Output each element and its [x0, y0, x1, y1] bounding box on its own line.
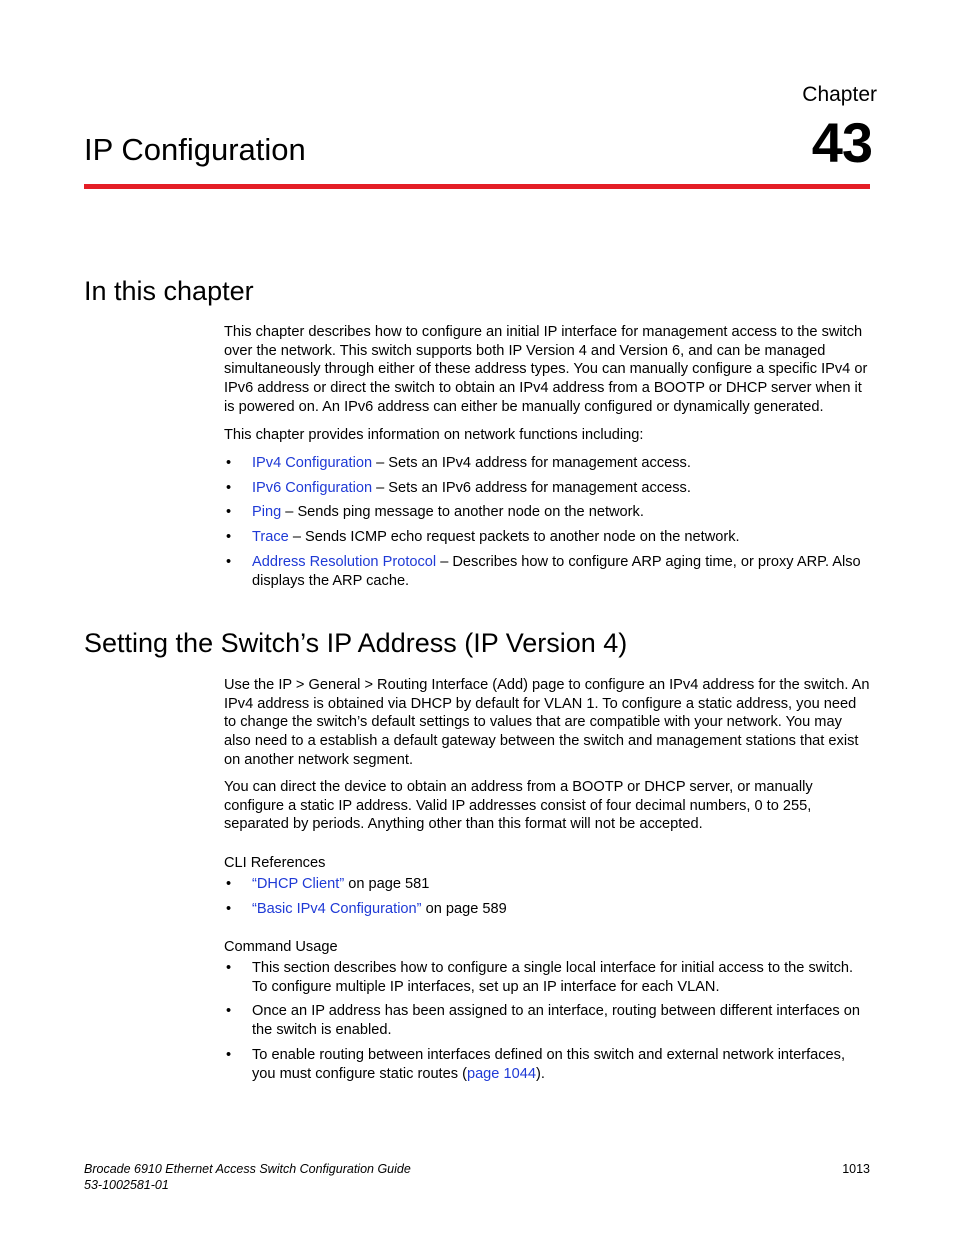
list-item [224, 959, 872, 996]
cli-references-list [224, 875, 872, 918]
bullet-icon: • [226, 1003, 232, 1020]
footer-page-number: 1013 [842, 1162, 870, 1176]
list-item [224, 553, 872, 590]
bullet-icon: • [226, 1046, 232, 1063]
list-item-text: – Describes how to configure ARP aging time, or proxy ARP. Also displays the ARP cache. [252, 553, 861, 589]
bullet-icon: • [226, 504, 232, 521]
in-this-chapter-lead: This chapter provides information on network functions including: [224, 427, 644, 443]
list-item [224, 479, 872, 498]
list-item [224, 1002, 872, 1039]
ipv4-section-heading: Setting the Switch’s IP Address (IP Version 4) [84, 628, 628, 658]
list-item-text: – Sends ping message to another node on the network. [281, 504, 644, 521]
in-this-chapter-heading: In this chapter [84, 276, 254, 306]
bullet-icon: • [226, 876, 232, 892]
page-1044-link[interactable]: page 1044 [466, 1065, 536, 1082]
ipv4-configuration-link[interactable]: IPv4 Configuration [252, 455, 373, 471]
chapter-label: Chapter [802, 83, 877, 106]
bullet-icon: • [226, 479, 232, 496]
chapter-number: 43 [811, 111, 872, 174]
list-item [224, 1046, 872, 1083]
chapter-topics-list [224, 454, 872, 590]
bullet-icon: • [226, 529, 232, 546]
bullet-icon: • [226, 455, 232, 471]
list-item [224, 900, 872, 919]
list-item [224, 454, 872, 473]
command-usage-heading: Command Usage [224, 939, 338, 955]
list-item-text: This section describes how to configure a single local interface for initial access to the switch. To configure multiple IP interfaces, set up an IP interface for each VLAN. [252, 960, 854, 995]
list-item-text: To enable routing between interfaces defined on this switch and external network interfaces, you must configure static routes ( [252, 1046, 846, 1082]
list-item-text: – Sets an IPv6 address for management access. [372, 479, 691, 496]
list-item-text: ). [535, 1065, 545, 1082]
footer-doc-title: Brocade 6910 Ethernet Access Switch Configuration Guide [84, 1162, 411, 1176]
footer-doc-number: 53-1002581-01 [84, 1178, 169, 1192]
list-item-text: on page 589 [421, 900, 507, 917]
chapter-title: IP Configuration [84, 132, 306, 167]
trace-link[interactable]: Trace [252, 529, 289, 546]
chapter-rule [84, 184, 870, 189]
list-item-text: – Sends ICMP echo request packets to another node on the network. [288, 529, 740, 546]
ipv4-section-para-2: You can direct the device to obtain an address from a BOOTP or DHCP server, or manually configure a static IP address. Valid IP addresses consist of four decimal numbers, 0 to 255, separated by periods. Anything other than this format will not be accepted. [224, 779, 813, 833]
ping-link[interactable]: Ping [252, 504, 282, 521]
list-item [224, 875, 872, 894]
list-item-text: on page 581 [344, 876, 430, 892]
address-resolution-protocol-link[interactable]: Address Resolution Protocol [252, 553, 437, 570]
bullet-icon: • [226, 960, 232, 976]
bullet-icon: • [226, 553, 232, 570]
list-item [224, 528, 872, 547]
command-usage-list [224, 959, 872, 1083]
dhcp-client-link[interactable]: “DHCP Client” [252, 876, 345, 892]
in-this-chapter-intro: This chapter describes how to configure an initial IP interface for management access to the switch over the network. This switch supports both IP Version 4 and Version 6, and can be managed simultaneously through either of these address types. You can manually configure a specific IPv4 or IPv6 address or direct the switch to obtain an IPv4 address from a BOOTP or DHCP server when it is powered on. An IPv6 address can either be manually configured or dynamically generated. [224, 324, 868, 415]
list-item-text: – Sets an IPv4 address for management access. [372, 455, 691, 471]
ipv6-configuration-link[interactable]: IPv6 Configuration [252, 479, 373, 496]
ipv4-section-para-1: Use the IP > General > Routing Interface (Add) page to configure an IPv4 address for the switch. An IPv4 address is obtained via DHCP by default for VLAN 1. To configure a static address, you need to change the switch’s default settings to values that are compatible with your network. You may also need to a establish a default gateway between the switch and management stations that exist on another network segment. [224, 677, 870, 768]
list-item [224, 503, 872, 522]
basic-ipv4-configuration-link[interactable]: “Basic IPv4 Configuration” [252, 900, 422, 917]
cli-references-heading: CLI References [224, 855, 326, 871]
bullet-icon: • [226, 900, 232, 917]
list-item-text: Once an IP address has been assigned to an interface, routing between different interfaces on the switch is enabled. [252, 1003, 860, 1039]
